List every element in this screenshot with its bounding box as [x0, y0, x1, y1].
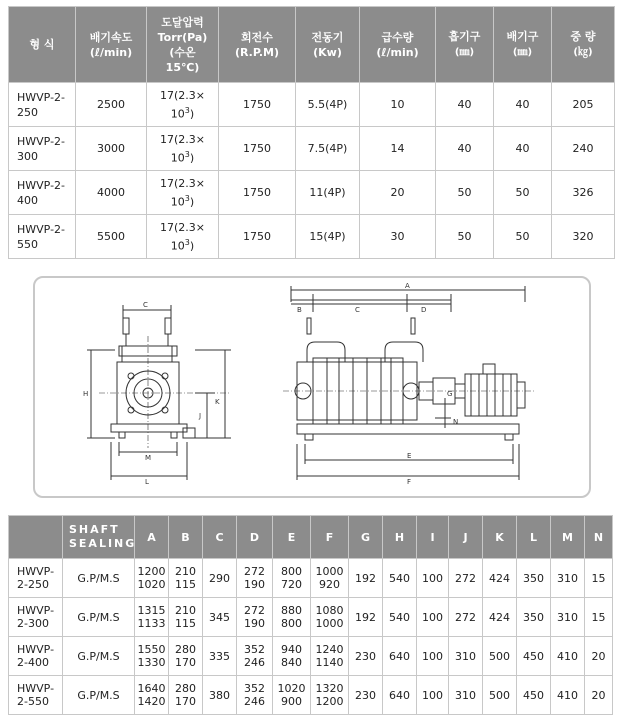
dims-row [9, 676, 613, 715]
pressure-base: 10 [170, 239, 185, 253]
dim-i-cell: 100 [417, 559, 449, 598]
water-cell: 20 [360, 171, 436, 215]
side-view [283, 286, 535, 480]
outlet-cell: 50 [494, 171, 552, 215]
dim-d-value-2: 190 [244, 578, 265, 591]
dim-label-c-right: C [355, 306, 360, 314]
rpm-cell: 1750 [219, 215, 296, 259]
dim-e-cell [273, 637, 311, 676]
weight-cell: 240 [552, 127, 615, 171]
dim-e-cell [273, 676, 311, 715]
dim-label-f: F [407, 478, 412, 486]
pressure-base: 10 [170, 107, 185, 121]
dim-f-value-2: 1140 [315, 656, 344, 669]
dim-f-value-1: 1080 [315, 604, 344, 617]
model-cell [9, 83, 76, 127]
dim-d-cell [237, 676, 273, 715]
dim-a-cell [135, 676, 169, 715]
dims-row [9, 559, 613, 598]
pressure-exponent: 3 [184, 105, 190, 115]
model-cell [9, 598, 63, 637]
dim-n-cell: 20 [585, 637, 613, 676]
dim-f-value-1: 1240 [315, 643, 344, 656]
dim-a-value-1: 1315 [137, 604, 166, 617]
header-dim-m: M [551, 516, 585, 559]
motor-cell: 15(4P) [296, 215, 360, 259]
dim-g-cell: 192 [349, 559, 383, 598]
dimensions-table [8, 515, 613, 715]
header-inlet: 흡기구 (㎜) [436, 7, 494, 83]
dim-f-value-2: 920 [319, 578, 340, 591]
spec-table [8, 6, 615, 259]
pressure-exponent: 3 [184, 193, 190, 203]
dim-b-value-2: 170 [175, 656, 196, 669]
header-dim-c: C [203, 516, 237, 559]
dim-d-value-2: 246 [244, 695, 265, 708]
dim-label-j: J [199, 412, 202, 420]
dim-h-cell: 640 [383, 637, 417, 676]
pressure-cell [147, 215, 219, 259]
model-line-2: 2-400 [17, 656, 49, 669]
header-dim-i: I [417, 516, 449, 559]
header-dim-f: F [311, 516, 349, 559]
dim-f-cell [311, 637, 349, 676]
dim-k-cell: 500 [483, 637, 517, 676]
dim-b-value-1: 210 [175, 604, 196, 617]
inlet-cell: 40 [436, 83, 494, 127]
dim-k-cell: 424 [483, 598, 517, 637]
dim-b-cell [169, 676, 203, 715]
dim-label-d: D [421, 306, 427, 314]
dim-c-cell: 345 [203, 598, 237, 637]
dim-a-value-2: 1330 [137, 656, 166, 669]
outlet-cell: 40 [494, 127, 552, 171]
pressure-line-1: 17(2.3× [160, 88, 205, 102]
dim-f-cell [311, 676, 349, 715]
dim-e-value-2: 840 [281, 656, 302, 669]
sealing-cell: G.P/M.S [63, 676, 135, 715]
end-view [87, 305, 231, 480]
spec-row [9, 215, 615, 259]
header-dim-e: E [273, 516, 311, 559]
dim-g-cell: 230 [349, 637, 383, 676]
water-cell: 10 [360, 83, 436, 127]
dim-label-g: G [447, 390, 453, 398]
dim-e-value-1: 800 [281, 565, 302, 578]
dim-f-value-2: 1000 [315, 617, 344, 630]
dim-d-cell [237, 598, 273, 637]
pressure-line-1: 17(2.3× [160, 220, 205, 234]
weight-cell: 205 [552, 83, 615, 127]
model-cell [9, 215, 76, 259]
dim-k-cell: 424 [483, 559, 517, 598]
dim-e-cell [273, 559, 311, 598]
model-line-2: 2-550 [17, 695, 49, 708]
dim-m-cell: 310 [551, 559, 585, 598]
rpm-cell: 1750 [219, 127, 296, 171]
motor-cell: 5.5(4P) [296, 83, 360, 127]
model-line-2: 2-300 [17, 617, 49, 630]
header-rpm: 회전수 (R.P.M) [219, 7, 296, 83]
header-model-blank [9, 516, 63, 559]
model-cell [9, 171, 76, 215]
pressure-close: ) [189, 107, 195, 121]
header-dim-d: D [237, 516, 273, 559]
model-cell [9, 559, 63, 598]
inlet-cell: 50 [436, 215, 494, 259]
dim-h-cell: 540 [383, 598, 417, 637]
dim-g-cell: 230 [349, 676, 383, 715]
outlet-cell: 50 [494, 215, 552, 259]
header-dim-a: A [135, 516, 169, 559]
model-line-2: 2-250 [17, 578, 49, 591]
dim-h-cell: 640 [383, 676, 417, 715]
dim-d-value-1: 272 [244, 604, 265, 617]
dim-j-cell: 310 [449, 676, 483, 715]
model-line-1: HWVP- [17, 565, 55, 578]
water-cell: 30 [360, 215, 436, 259]
model-line-2: 250 [17, 105, 38, 119]
dim-f-value-2: 1200 [315, 695, 344, 708]
pressure-line-1: 17(2.3× [160, 132, 205, 146]
dim-c-cell: 290 [203, 559, 237, 598]
dim-d-cell [237, 637, 273, 676]
pressure-cell [147, 171, 219, 215]
dim-l-cell: 450 [517, 637, 551, 676]
model-line-2: 400 [17, 193, 38, 207]
dim-f-value-1: 1320 [315, 682, 344, 695]
dim-f-cell [311, 598, 349, 637]
model-cell [9, 637, 63, 676]
dim-a-cell [135, 598, 169, 637]
header-dim-l: L [517, 516, 551, 559]
dim-m-cell: 310 [551, 598, 585, 637]
dim-a-cell [135, 559, 169, 598]
dim-i-cell: 100 [417, 676, 449, 715]
motor-cell: 7.5(4P) [296, 127, 360, 171]
speed-cell: 2500 [76, 83, 147, 127]
dim-label-b: B [297, 306, 302, 314]
dim-b-value-1: 280 [175, 682, 196, 695]
dim-k-cell: 500 [483, 676, 517, 715]
model-line-1: HWVP- [17, 643, 55, 656]
dim-b-value-2: 115 [175, 617, 196, 630]
dim-n-cell: 15 [585, 559, 613, 598]
speed-cell: 3000 [76, 127, 147, 171]
pressure-cell [147, 83, 219, 127]
dim-d-value-1: 272 [244, 565, 265, 578]
dim-j-cell: 310 [449, 637, 483, 676]
pressure-close: ) [189, 239, 195, 253]
dim-label-l: L [145, 478, 149, 486]
dim-f-value-1: 1000 [315, 565, 344, 578]
water-cell: 14 [360, 127, 436, 171]
dim-e-value-2: 900 [281, 695, 302, 708]
model-line-1: HWVP-2- [17, 222, 66, 236]
dim-d-value-2: 190 [244, 617, 265, 630]
dims-header-row [9, 516, 613, 559]
outlet-cell: 40 [494, 83, 552, 127]
speed-cell: 4000 [76, 171, 147, 215]
dim-label-n: N [453, 418, 459, 426]
header-water-supply: 급수량 (ℓ/min) [360, 7, 436, 83]
dim-b-cell [169, 637, 203, 676]
dims-row [9, 637, 613, 676]
dim-b-cell [169, 559, 203, 598]
dim-b-value-1: 210 [175, 565, 196, 578]
dim-label-e: E [407, 452, 412, 460]
dim-l-cell: 450 [517, 676, 551, 715]
header-ultimate-pressure: 도달압력 Torr(Pa) (수온 15℃) [147, 7, 219, 83]
rpm-cell: 1750 [219, 171, 296, 215]
pressure-cell [147, 127, 219, 171]
dim-e-value-1: 880 [281, 604, 302, 617]
dim-f-cell [311, 559, 349, 598]
header-pumping-speed: 배기속도 (ℓ/min) [76, 7, 147, 83]
dim-h-cell: 540 [383, 559, 417, 598]
pressure-line-1: 17(2.3× [160, 176, 205, 190]
header-outlet: 배기구 (㎜) [494, 7, 552, 83]
header-dim-b: B [169, 516, 203, 559]
rpm-cell: 1750 [219, 83, 296, 127]
pump-dimension-diagram [33, 276, 591, 498]
dim-a-value-2: 1420 [137, 695, 166, 708]
dim-e-value-1: 940 [281, 643, 302, 656]
dim-a-value-2: 1020 [137, 578, 166, 591]
model-line-1: HWVP- [17, 682, 55, 695]
dim-l-cell: 350 [517, 598, 551, 637]
spec-header-row [9, 7, 615, 83]
header-dim-k: K [483, 516, 517, 559]
dim-label-k: K [215, 398, 220, 406]
header-dim-g: G [349, 516, 383, 559]
speed-cell: 5500 [76, 215, 147, 259]
header-model: 형 식 [9, 7, 76, 83]
model-line-2: 550 [17, 237, 38, 251]
dim-i-cell: 100 [417, 598, 449, 637]
dim-e-value-2: 800 [281, 617, 302, 630]
motor-cell: 11(4P) [296, 171, 360, 215]
pressure-close: ) [189, 151, 195, 165]
model-line-1: HWVP-2- [17, 178, 66, 192]
header-shaft-sealing: SHAFT SEALING [63, 516, 135, 559]
sealing-cell: G.P/M.S [63, 598, 135, 637]
pressure-close: ) [189, 195, 195, 209]
dim-d-value-1: 352 [244, 643, 265, 656]
model-cell [9, 127, 76, 171]
model-line-1: HWVP- [17, 604, 55, 617]
dim-j-cell: 272 [449, 598, 483, 637]
spec-row [9, 83, 615, 127]
pressure-base: 10 [170, 195, 185, 209]
inlet-cell: 50 [436, 171, 494, 215]
pressure-exponent: 3 [184, 149, 190, 159]
dim-label-a: A [405, 282, 410, 290]
dim-d-value-1: 352 [244, 682, 265, 695]
dim-c-cell: 335 [203, 637, 237, 676]
dim-e-value-2: 720 [281, 578, 302, 591]
dim-b-value-2: 170 [175, 695, 196, 708]
dim-label-c-left: C [143, 301, 148, 309]
dim-label-m: M [145, 454, 152, 462]
weight-cell: 326 [552, 171, 615, 215]
spec-row [9, 171, 615, 215]
diagram-drawing [35, 278, 589, 496]
header-weight: 중 량 (㎏) [552, 7, 615, 83]
dim-e-value-1: 1020 [277, 682, 306, 695]
dim-n-cell: 15 [585, 598, 613, 637]
pressure-exponent: 3 [184, 237, 190, 247]
dim-label-h: H [83, 390, 89, 398]
dim-b-value-2: 115 [175, 578, 196, 591]
header-dim-j: J [449, 516, 483, 559]
model-line-2: 300 [17, 149, 38, 163]
dim-c-cell: 380 [203, 676, 237, 715]
inlet-cell: 40 [436, 127, 494, 171]
dim-a-value-1: 1550 [137, 643, 166, 656]
model-line-1: HWVP-2- [17, 90, 66, 104]
header-dim-n: N [585, 516, 613, 559]
dim-l-cell: 350 [517, 559, 551, 598]
sealing-cell: G.P/M.S [63, 559, 135, 598]
dim-a-value-1: 1640 [137, 682, 166, 695]
dim-m-cell: 410 [551, 637, 585, 676]
pressure-base: 10 [170, 151, 185, 165]
model-cell [9, 676, 63, 715]
sealing-cell: G.P/M.S [63, 637, 135, 676]
dim-a-value-1: 1200 [137, 565, 166, 578]
weight-cell: 320 [552, 215, 615, 259]
dim-b-cell [169, 598, 203, 637]
spec-row [9, 127, 615, 171]
dim-i-cell: 100 [417, 637, 449, 676]
dim-m-cell: 410 [551, 676, 585, 715]
dim-a-cell [135, 637, 169, 676]
header-motor: 전동기 (Kw) [296, 7, 360, 83]
dim-a-value-2: 1133 [137, 617, 166, 630]
dim-b-value-1: 280 [175, 643, 196, 656]
model-line-1: HWVP-2- [17, 134, 66, 148]
dim-n-cell: 20 [585, 676, 613, 715]
dim-d-value-2: 246 [244, 656, 265, 669]
dim-g-cell: 192 [349, 598, 383, 637]
header-dim-h: H [383, 516, 417, 559]
dim-d-cell [237, 559, 273, 598]
dim-e-cell [273, 598, 311, 637]
dim-j-cell: 272 [449, 559, 483, 598]
dims-row [9, 598, 613, 637]
